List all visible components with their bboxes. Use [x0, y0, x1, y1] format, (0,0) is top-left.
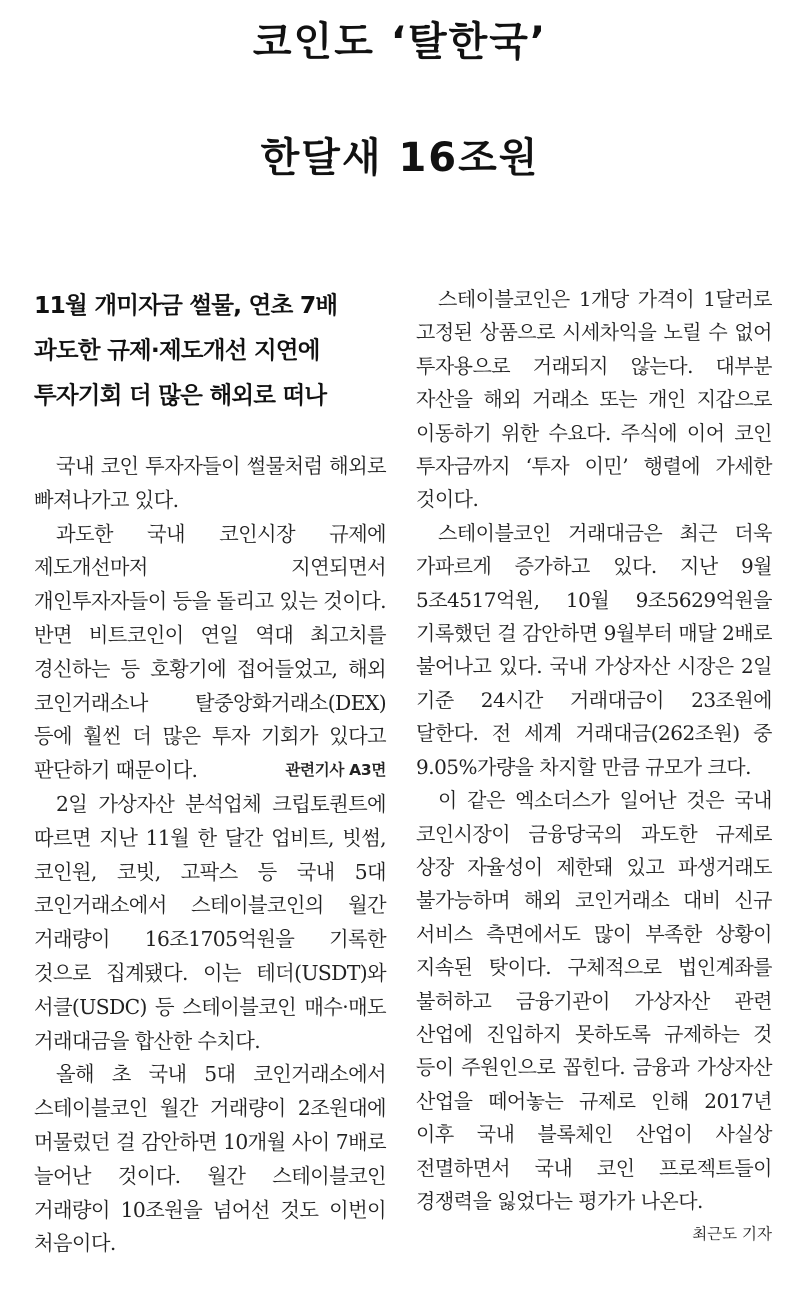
subheadline-line: 과도한 규제·제도개선 지연에: [34, 336, 320, 364]
body-paragraph: 스테이블코인 거래대금은 최근 더욱 가파르게 증가하고 있다. 지난 9월 5조4517억원, 10월 9조5629억원을 기록했던 걸 감안하면 9월부터 매달 2배로 불어나고 있다. 국내 가상자산 시장은 2일 기준 24시간 거래대금이 23조원에 달한다. 전 세계 거래대금(262조원) 중 9.05%가량을 차지할 만큼 규모가 크다.: [416, 520, 772, 779]
headline-line-1: 코인도 ‘탈한국’: [252, 19, 548, 65]
body-paragraph: 스테이블코인은 1개당 가격이 1달러로 고정된 상품으로 시세차익을 노릴 수 없어 투자용으로 거래되지 않는다. 대부분 자산을 해외 거래소 또는 개인 지갑으로 이동하기 위한 수요다. 주식에 이어 코인 투자금까지 ‘투자 이민’ 행렬에 가세한 것이다.: [416, 287, 772, 512]
subheadline-block: [34, 283, 386, 418]
related-article-tag[interactable]: 관련기사 A3면: [285, 761, 386, 780]
subheadline-line: 11월 개미자금 썰물, 연초 7배: [34, 291, 338, 319]
headline-line-2: 한달새 16조원: [260, 135, 540, 181]
right-column: [416, 283, 772, 1252]
subheadline-line: 투자기회 더 많은 해외로 떠나: [34, 381, 327, 409]
body-paragraph-text: 이 같은 엑소더스가 일어난 것은 국내 코인시장이 금융당국의 과도한 규제로 상장 자율성이 제한돼 있고 파생거래도 불가능하며 해외 코인거래소 대비 신규 서비스 측면에서도 많이 부족한 상황이 지속된 탓이다. 구체적으로 법인계좌를 불허하고 금융기관이 가상자산 관련 산업에 진입하지 못하도록 규제하는 것 등이 주원인으로 꼽힌다. 금융과 가상자산 산업을 떼어놓는 규제로 인해 2017년 이후 국내 블록체인 산업이 사실상 전멸하면서 국내 코인 프로젝트들이 경쟁력을 잃었다는 평가가 나온다.: [416, 788, 772, 1213]
body-paragraph: 국내 코인 투자자들이 썰물처럼 해외로 빠져나가고 있다.: [34, 454, 386, 512]
body-paragraph: [34, 518, 386, 788]
left-column: [34, 283, 386, 1261]
byline: 최근도 기자: [692, 1225, 772, 1244]
body-paragraph-text: 과도한 국내 코인시장 규제에 제도개선마저 지연되면서 개인투자자들이 등을 돌리고 있는 것이다. 반면 비트코인이 연일 역대 최고치를 경신하는 등 호황기에 접어들었고, 해외 코인거래소나 탈중앙화거래소(DEX) 등에 훨씬 더 많은 투자 기회가 있다고 판단하기 때문이다.: [34, 521, 386, 783]
body-paragraph: [416, 784, 772, 1244]
body-paragraph: 올해 초 국내 5대 코인거래소에서 스테이블코인 월간 거래량이 2조원대에 머물렀던 걸 감안하면 10개월 사이 7배로 늘어난 것이다. 월간 스테이블코인 거래량이 10조원을 넘어선 것도 이번이 처음이다.: [34, 1062, 386, 1256]
body-paragraph: 2일 가상자산 분석업체 크립토퀀트에 따르면 지난 11월 한 달간 업비트, 빗썸, 코인원, 코빗, 고팍스 등 국내 5대 코인거래소에서 스테이블코인의 월간 거래량이 16조1705억원을 기록한 것으로 집계됐다. 이는 테더(USDT)와 서클(USDC) 등 스테이블코인 매수·매도 거래대금을 합산한 수치다.: [34, 791, 386, 1053]
